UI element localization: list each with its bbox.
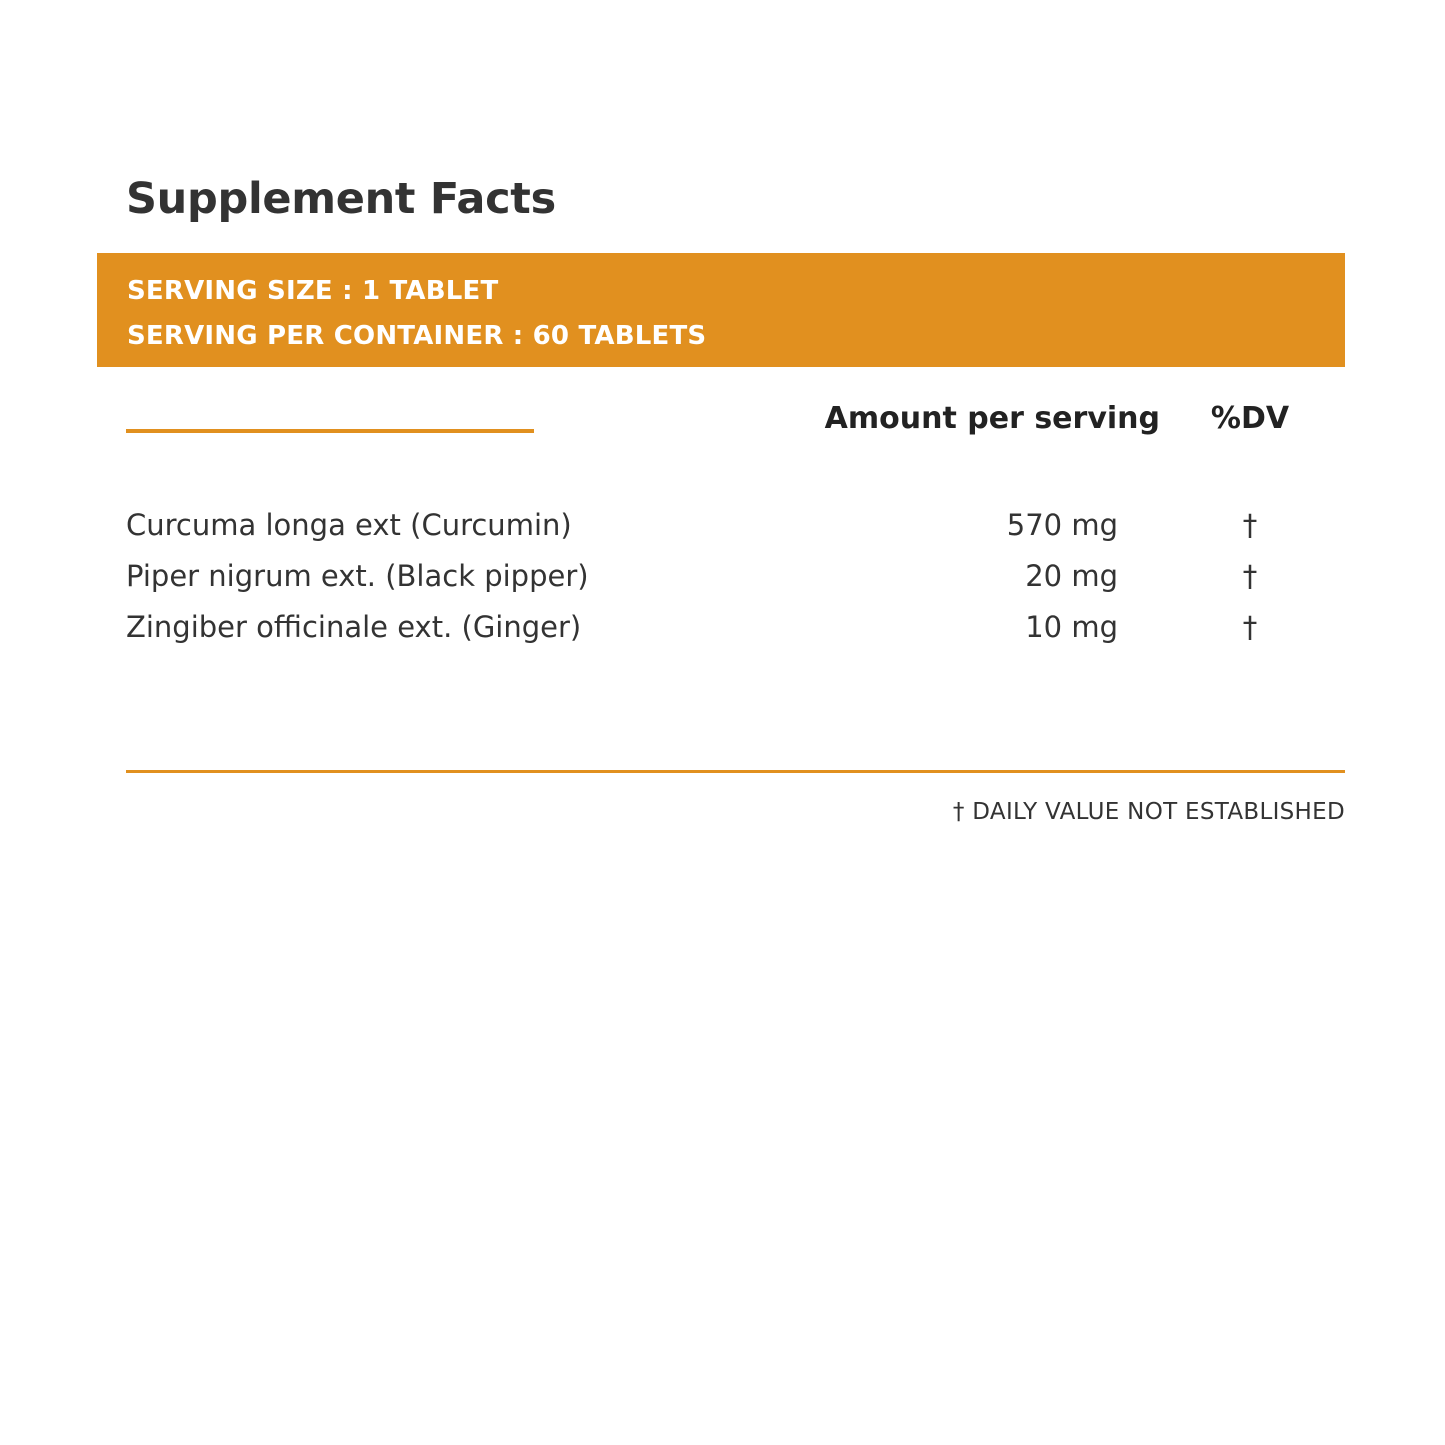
ingredient-dv: † <box>1242 559 1258 593</box>
column-header-dv: %DV <box>1210 401 1290 436</box>
serving-size-text: SERVING SIZE : 1 TABLET <box>127 276 499 306</box>
ingredient-dv: † <box>1242 508 1258 542</box>
ingredient-amount: 20 mg <box>1025 559 1118 593</box>
ingredient-table <box>0 508 1445 661</box>
table-row <box>0 559 1445 610</box>
ingredient-name: Zingiber officinale ext. (Ginger) <box>126 610 582 644</box>
ingredient-dv: † <box>1242 610 1258 644</box>
ingredient-amount: 10 mg <box>1025 610 1118 644</box>
serving-info-band <box>97 253 1345 367</box>
header-divider-short <box>126 429 534 433</box>
column-header-amount: Amount per serving <box>824 401 1160 436</box>
ingredient-name: Curcuma longa ext (Curcumin) <box>126 508 572 542</box>
table-row <box>0 610 1445 661</box>
ingredient-name: Piper nigrum ext. (Black pipper) <box>126 559 589 593</box>
table-row <box>0 508 1445 559</box>
footer-divider <box>126 770 1345 773</box>
ingredient-amount: 570 mg <box>1006 508 1118 542</box>
serving-per-container-text: SERVING PER CONTAINER : 60 TABLETS <box>127 321 707 351</box>
footnote-text: † DAILY VALUE NOT ESTABLISHED <box>952 799 1345 825</box>
page-title: Supplement Facts <box>126 174 556 224</box>
